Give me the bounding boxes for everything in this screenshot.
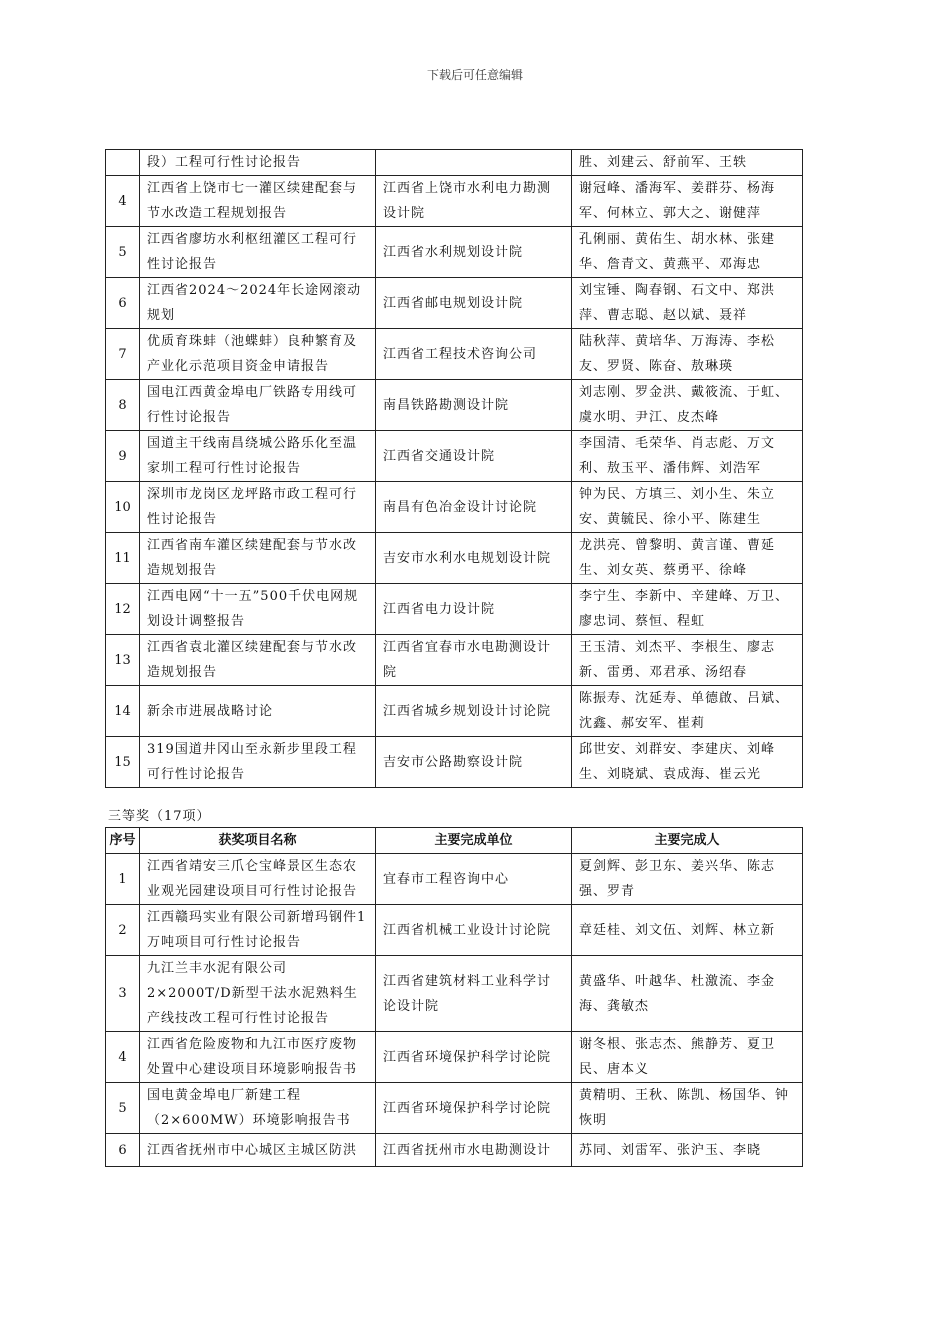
table-row (106, 482, 803, 533)
cell-no: 10 (106, 482, 140, 533)
cell-no: 5 (106, 227, 140, 278)
cell-people: 李宁生、李新中、辛建峰、万卫、廖忠词、蔡恒、程虹 (572, 584, 803, 635)
header-unit: 主要完成单位 (376, 828, 572, 854)
cell-project-name: 江西省靖安三爪仑宝峰景区生态农业观光园建设项目可行性讨论报告 (140, 854, 376, 905)
cell-people: 黄盛华、叶越华、杜激流、李金海、龚敏杰 (572, 956, 803, 1032)
cell-no: 3 (106, 956, 140, 1032)
cell-project-name: 江西省袁北灌区续建配套与节水改造规划报告 (140, 635, 376, 686)
cell-unit: 江西省环境保护科学讨论院 (376, 1032, 572, 1083)
cell-project-name: 江西省南车灌区续建配套与节水改造规划报告 (140, 533, 376, 584)
cell-project-name: 国道主干线南昌绕城公路乐化至温家圳工程可行性讨论报告 (140, 431, 376, 482)
cell-unit: 南昌铁路勘测设计院 (376, 380, 572, 431)
cell-no: 6 (106, 1134, 140, 1167)
cell-no: 7 (106, 329, 140, 380)
cell-unit: 江西省机械工业设计讨论院 (376, 905, 572, 956)
cell-unit: 江西省交通设计院 (376, 431, 572, 482)
table-row (106, 905, 803, 956)
cell-unit: 江西省工程技术咨询公司 (376, 329, 572, 380)
cell-people: 李国清、毛荣华、肖志彪、万文利、敖玉平、潘伟辉、刘浩军 (572, 431, 803, 482)
cell-project-name: 段）工程可行性讨论报告 (140, 150, 376, 176)
cell-no: 13 (106, 635, 140, 686)
cell-no: 8 (106, 380, 140, 431)
cell-unit: 江西省上饶市水利电力勘测设计院 (376, 176, 572, 227)
cell-unit (376, 150, 572, 176)
cell-people: 苏同、刘雷军、张沪玉、李晓 (572, 1134, 803, 1167)
award-table-body (106, 150, 803, 788)
page-header: 下载后可任意编辑 (426, 68, 523, 82)
cell-people: 龙洪亮、曾黎明、黄言谨、曹延生、刘女英、蔡勇平、徐峰 (572, 533, 803, 584)
table-row (106, 1083, 803, 1134)
cell-project-name: 国电黄金埠电厂新建工程（2×600MW）环境影响报告书 (140, 1083, 376, 1134)
cell-unit: 江西省宜春市水电勘测设计院 (376, 635, 572, 686)
table-row (106, 854, 803, 905)
cell-people: 谢冬根、张志杰、熊静芳、夏卫民、唐本义 (572, 1032, 803, 1083)
cell-no: 2 (106, 905, 140, 956)
cell-people: 邱世安、刘群安、李建庆、刘峰生、刘晓斌、袁成海、崔云光 (572, 737, 803, 788)
cell-unit: 南昌有色冶金设计讨论院 (376, 482, 572, 533)
header-people: 主要完成人 (572, 828, 803, 854)
cell-no: 4 (106, 1032, 140, 1083)
cell-project-name: 九江兰丰水泥有限公司2×2000T/D新型干法水泥熟料生产线技改工程可行性讨论报告 (140, 956, 376, 1032)
cell-people: 谢冠峰、潘海军、姜群芬、杨海军、何林立、郭大之、谢健萍 (572, 176, 803, 227)
cell-project-name: 江西省上饶市七一灌区续建配套与节水改造工程规划报告 (140, 176, 376, 227)
table-row (106, 533, 803, 584)
cell-no: 14 (106, 686, 140, 737)
cell-no: 6 (106, 278, 140, 329)
cell-unit: 江西省邮电规划设计院 (376, 278, 572, 329)
table-row (106, 686, 803, 737)
cell-no: 5 (106, 1083, 140, 1134)
header-no: 序号 (106, 828, 140, 854)
cell-unit: 江西省抚州市水电勘测设计 (376, 1134, 572, 1167)
table-row (106, 956, 803, 1032)
cell-people: 王玉清、刘杰平、李根生、廖志新、雷勇、邓君承、汤绍春 (572, 635, 803, 686)
cell-unit: 吉安市水利水电规划设计院 (376, 533, 572, 584)
cell-unit: 江西省建筑材料工业科学讨论设计院 (376, 956, 572, 1032)
table-row (106, 150, 803, 176)
cell-people: 钟为民、方填三、刘小生、朱立安、黄毓民、徐小平、陈建生 (572, 482, 803, 533)
cell-project-name: 江西省2024～2024年长途网滚动规划 (140, 278, 376, 329)
award-table-body (106, 854, 803, 1167)
cell-no: 12 (106, 584, 140, 635)
cell-project-name: 国电江西黄金埠电厂铁路专用线可行性讨论报告 (140, 380, 376, 431)
table-row (106, 176, 803, 227)
cell-project-name: 新余市进展战略讨论 (140, 686, 376, 737)
cell-unit: 吉安市公路勘察设计院 (376, 737, 572, 788)
table-row (106, 1134, 803, 1167)
cell-people: 黄精明、王秋、陈凯、杨国华、钟恢明 (572, 1083, 803, 1134)
cell-unit: 江西省环境保护科学讨论院 (376, 1083, 572, 1134)
header-project-name: 获奖项目名称 (140, 828, 376, 854)
cell-people: 刘志刚、罗金洪、戴筱流、于虹、虞水明、尹江、皮杰峰 (572, 380, 803, 431)
cell-no: 1 (106, 854, 140, 905)
cell-project-name: 优质育珠蚌（池蝶蚌）良种繁育及产业化示范项目资金申请报告 (140, 329, 376, 380)
cell-project-name: 江西省廖坊水利枢纽灌区工程可行性讨论报告 (140, 227, 376, 278)
table-row (106, 584, 803, 635)
section-title: 三等奖（17项） (108, 809, 211, 824)
cell-people: 夏剑辉、彭卫东、姜兴华、陈志强、罗青 (572, 854, 803, 905)
award-table-second-prize (105, 149, 803, 788)
table-row (106, 431, 803, 482)
cell-people: 章廷桂、刘文伍、刘辉、林立新 (572, 905, 803, 956)
cell-no: 4 (106, 176, 140, 227)
award-table-third-prize (105, 827, 803, 1167)
cell-unit: 江西省城乡规划设计讨论院 (376, 686, 572, 737)
cell-unit: 江西省水利规划设计院 (376, 227, 572, 278)
table-row (106, 278, 803, 329)
cell-unit: 江西省电力设计院 (376, 584, 572, 635)
cell-unit: 宜春市工程咨询中心 (376, 854, 572, 905)
cell-people: 陆秋萍、黄培华、万海涛、李松友、罗贤、陈奋、敖琳瑛 (572, 329, 803, 380)
cell-people: 刘宝锤、陶春钢、石文中、郑洪萍、曹志聪、赵以斌、聂祥 (572, 278, 803, 329)
table-row (106, 737, 803, 788)
cell-no: 11 (106, 533, 140, 584)
table-row (106, 380, 803, 431)
table-row (106, 1032, 803, 1083)
cell-project-name: 江西省危险废物和九江市医疗废物处置中心建设项目环境影响报告书 (140, 1032, 376, 1083)
cell-project-name: 深圳市龙岗区龙坪路市政工程可行性讨论报告 (140, 482, 376, 533)
table-row (106, 227, 803, 278)
cell-people: 孔俐丽、黄佑生、胡水林、张建华、詹青文、黄燕平、邓海忠 (572, 227, 803, 278)
table-header-row (106, 828, 803, 854)
cell-project-name: 江西赣玛实业有限公司新增玛钢件1万吨项目可行性讨论报告 (140, 905, 376, 956)
cell-project-name: 江西电网“十一五”500千伏电网规划设计调整报告 (140, 584, 376, 635)
cell-no (106, 150, 140, 176)
cell-project-name: 江西省抚州市中心城区主城区防洪 (140, 1134, 376, 1167)
cell-project-name: 319国道井冈山至永新步里段工程可行性讨论报告 (140, 737, 376, 788)
cell-people: 胜、刘建云、舒前军、王轶 (572, 150, 803, 176)
table-row (106, 329, 803, 380)
cell-no: 15 (106, 737, 140, 788)
table-row (106, 635, 803, 686)
cell-people: 陈振寿、沈延寿、单德啟、吕斌、沈鑫、郝安军、崔莉 (572, 686, 803, 737)
cell-no: 9 (106, 431, 140, 482)
